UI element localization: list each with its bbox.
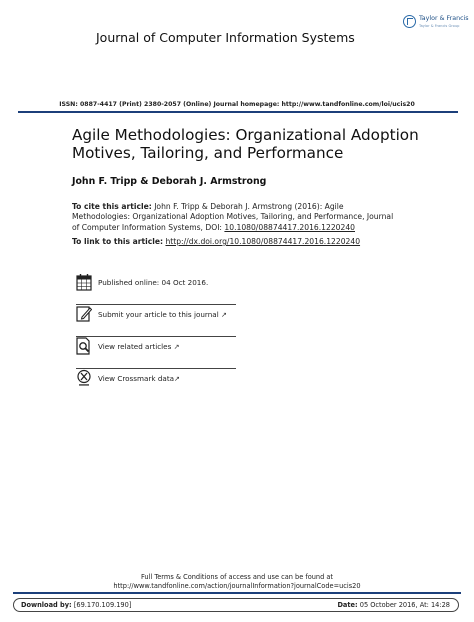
- download-date: [337, 601, 450, 609]
- terms-notice: [0, 573, 474, 590]
- crossmark-icon: [76, 369, 92, 387]
- issn-line: ISSN: 0887-4417 (Print) 2380-2057 (Online) Journal homepage: http://www.tandfonline.com/loi/ucis20: [59, 101, 415, 108]
- header-rule: [18, 111, 458, 113]
- search-document-icon: [76, 337, 92, 355]
- publisher-name: Taylor & Francis: [419, 15, 469, 22]
- crossmark-row[interactable]: [76, 369, 236, 401]
- article-link-url[interactable]: http://dx.doi.org/10.1080/08874417.2016.1220240: [165, 237, 361, 246]
- publisher-tagline: Taylor & Francis Group: [419, 24, 460, 28]
- download-by-value: [69.170.109.190]: [73, 601, 132, 609]
- related-articles-row[interactable]: [76, 337, 236, 369]
- published-online-row: [76, 273, 236, 305]
- external-link-icon: ↗: [221, 311, 227, 319]
- download-date-label: Date:: [337, 601, 358, 609]
- submit-article-row[interactable]: [76, 305, 236, 337]
- download-by: [21, 601, 131, 609]
- download-date-value: 05 October 2016, At: 14:28: [359, 601, 450, 609]
- footer-rule: [13, 592, 461, 594]
- terms-line-2[interactable]: http://www.tandfonline.com/action/journalInformation?journalCode=ucis20: [113, 581, 361, 590]
- article-authors: John F. Tripp & Deborah J. Armstrong: [72, 176, 267, 187]
- download-by-label: Download by:: [21, 601, 72, 609]
- crossmark-text: View Crossmark data: [98, 374, 175, 383]
- submit-article-label[interactable]: [98, 310, 227, 319]
- terms-line-1: Full Terms & Conditions of access and use can be found at: [140, 573, 334, 581]
- submit-article-text: Submit your article to this journal: [98, 310, 219, 319]
- publisher-logo[interactable]: [403, 12, 469, 38]
- related-articles-text: View related articles: [98, 342, 172, 351]
- journal-title: Journal of Computer Information Systems: [96, 30, 355, 45]
- published-online-label: Published online: 04 Oct 2016.: [98, 278, 209, 287]
- crossmark-label[interactable]: [98, 374, 180, 383]
- article-link-label: To link to this article:: [72, 237, 164, 246]
- taylor-francis-logo-icon: [403, 15, 416, 28]
- citation-text: John F. Tripp & Deborah J. Armstrong (2016): Agile Methodologies: Organizational Adoption Motives, Tailoring, and Performance, Journal of Computer Information Systems, DOI:: [72, 202, 394, 232]
- related-articles-label[interactable]: [98, 342, 180, 351]
- calendar-icon: [76, 273, 92, 291]
- download-info-bar: [13, 598, 459, 612]
- external-link-icon: ↗: [174, 375, 180, 383]
- citation-doi-link[interactable]: 10.1080/08874417.2016.1220240: [224, 222, 355, 232]
- article-title: Agile Methodologies: Organizational Adoption Motives, Tailoring, and Performance: [72, 126, 419, 162]
- pencil-icon: [76, 305, 92, 323]
- external-link-icon: ↗: [173, 343, 180, 351]
- article-link-block: [72, 237, 360, 246]
- citation-block: [72, 202, 402, 233]
- citation-label: To cite this article:: [72, 202, 152, 211]
